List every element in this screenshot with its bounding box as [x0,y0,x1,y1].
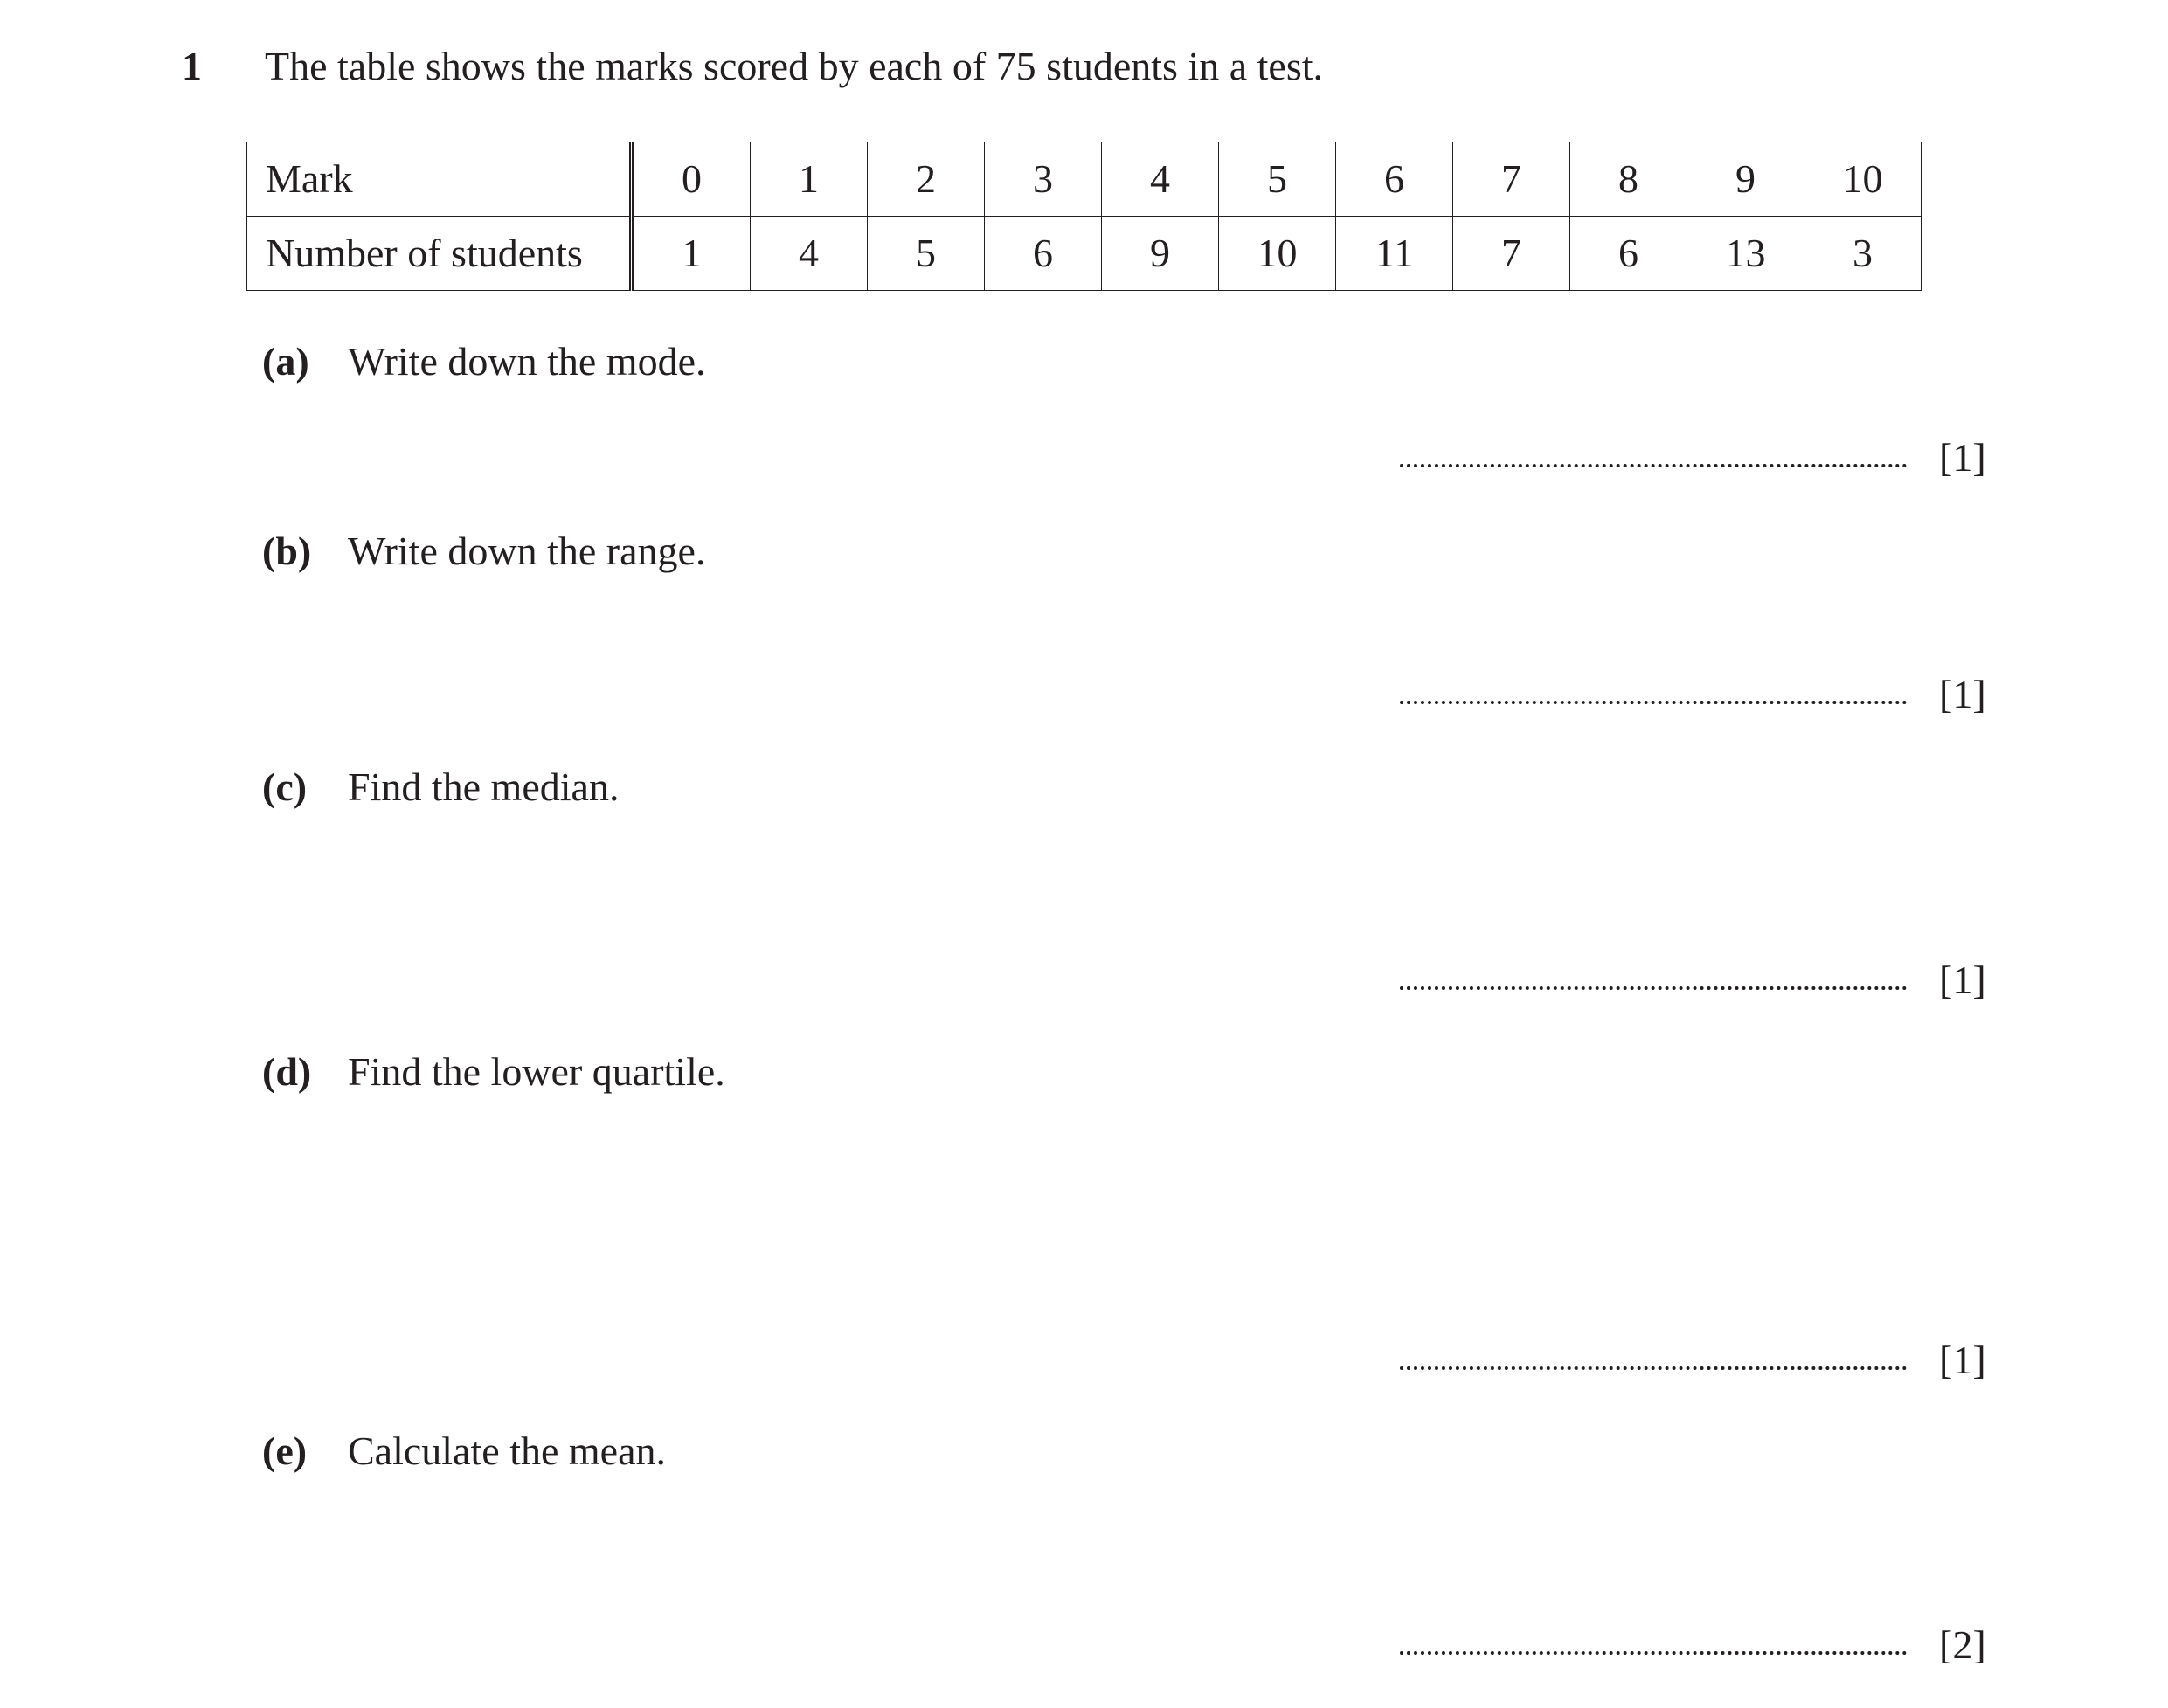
part-text: Write down the range. [348,529,706,573]
part-b [262,525,705,577]
row-header-students: Number of students [247,217,632,291]
table-cell: 7 [1453,217,1570,291]
table-cell: 7 [1453,142,1570,217]
part-label: (e) [262,1428,308,1473]
answer-line-d[interactable] [1400,1366,1907,1370]
table-cell: 8 [1570,142,1687,217]
part-d [262,1046,725,1098]
table-cell: 10 [1804,142,1922,217]
marks-tag-c: [1] [1939,958,1986,1002]
part-text: Find the median. [348,764,620,809]
table-cell: 2 [868,142,985,217]
part-label: (a) [262,339,309,384]
question-number: 1 [182,44,202,88]
table-cell: 10 [1219,217,1336,291]
part-e [262,1425,666,1477]
marks-tag-a: [1] [1939,435,1986,480]
table-cell: 9 [1102,217,1219,291]
part-text: Write down the mode. [348,339,706,384]
table-cell: 0 [632,142,751,217]
table-cell: 3 [985,142,1102,217]
part-c [262,761,619,813]
table-row-mark [247,142,1922,217]
table-cell: 1 [751,142,868,217]
table-cell: 4 [1102,142,1219,217]
table-row-students [247,217,1922,291]
table-cell: 6 [1570,217,1687,291]
table-cell: 5 [1219,142,1336,217]
question-stem: The table shows the marks scored by each of 75 students in a test. [265,44,1324,88]
table-cell: 6 [1336,142,1453,217]
table-cell: 5 [868,217,985,291]
marks-tag-b: [1] [1939,672,1986,716]
part-text: Calculate the mean. [348,1428,667,1473]
part-label: (c) [262,764,308,809]
part-a [262,335,706,388]
answer-line-b[interactable] [1400,701,1907,704]
part-text: Find the lower quartile. [348,1049,725,1094]
table-cell: 13 [1687,217,1804,291]
part-label: (d) [262,1049,312,1094]
table-cell: 4 [751,217,868,291]
table-cell: 6 [985,217,1102,291]
part-label: (b) [262,529,312,573]
table-cell: 9 [1687,142,1804,217]
table-cell: 11 [1336,217,1453,291]
answer-line-c[interactable] [1400,986,1907,990]
answer-line-e[interactable] [1400,1651,1907,1655]
frequency-table [246,142,1922,291]
table-cell: 1 [632,217,751,291]
table-cell: 3 [1804,217,1922,291]
marks-tag-e: [2] [1939,1622,1986,1667]
marks-tag-d: [1] [1939,1338,1986,1382]
answer-line-a[interactable] [1400,464,1907,467]
row-header-mark: Mark [247,142,632,217]
